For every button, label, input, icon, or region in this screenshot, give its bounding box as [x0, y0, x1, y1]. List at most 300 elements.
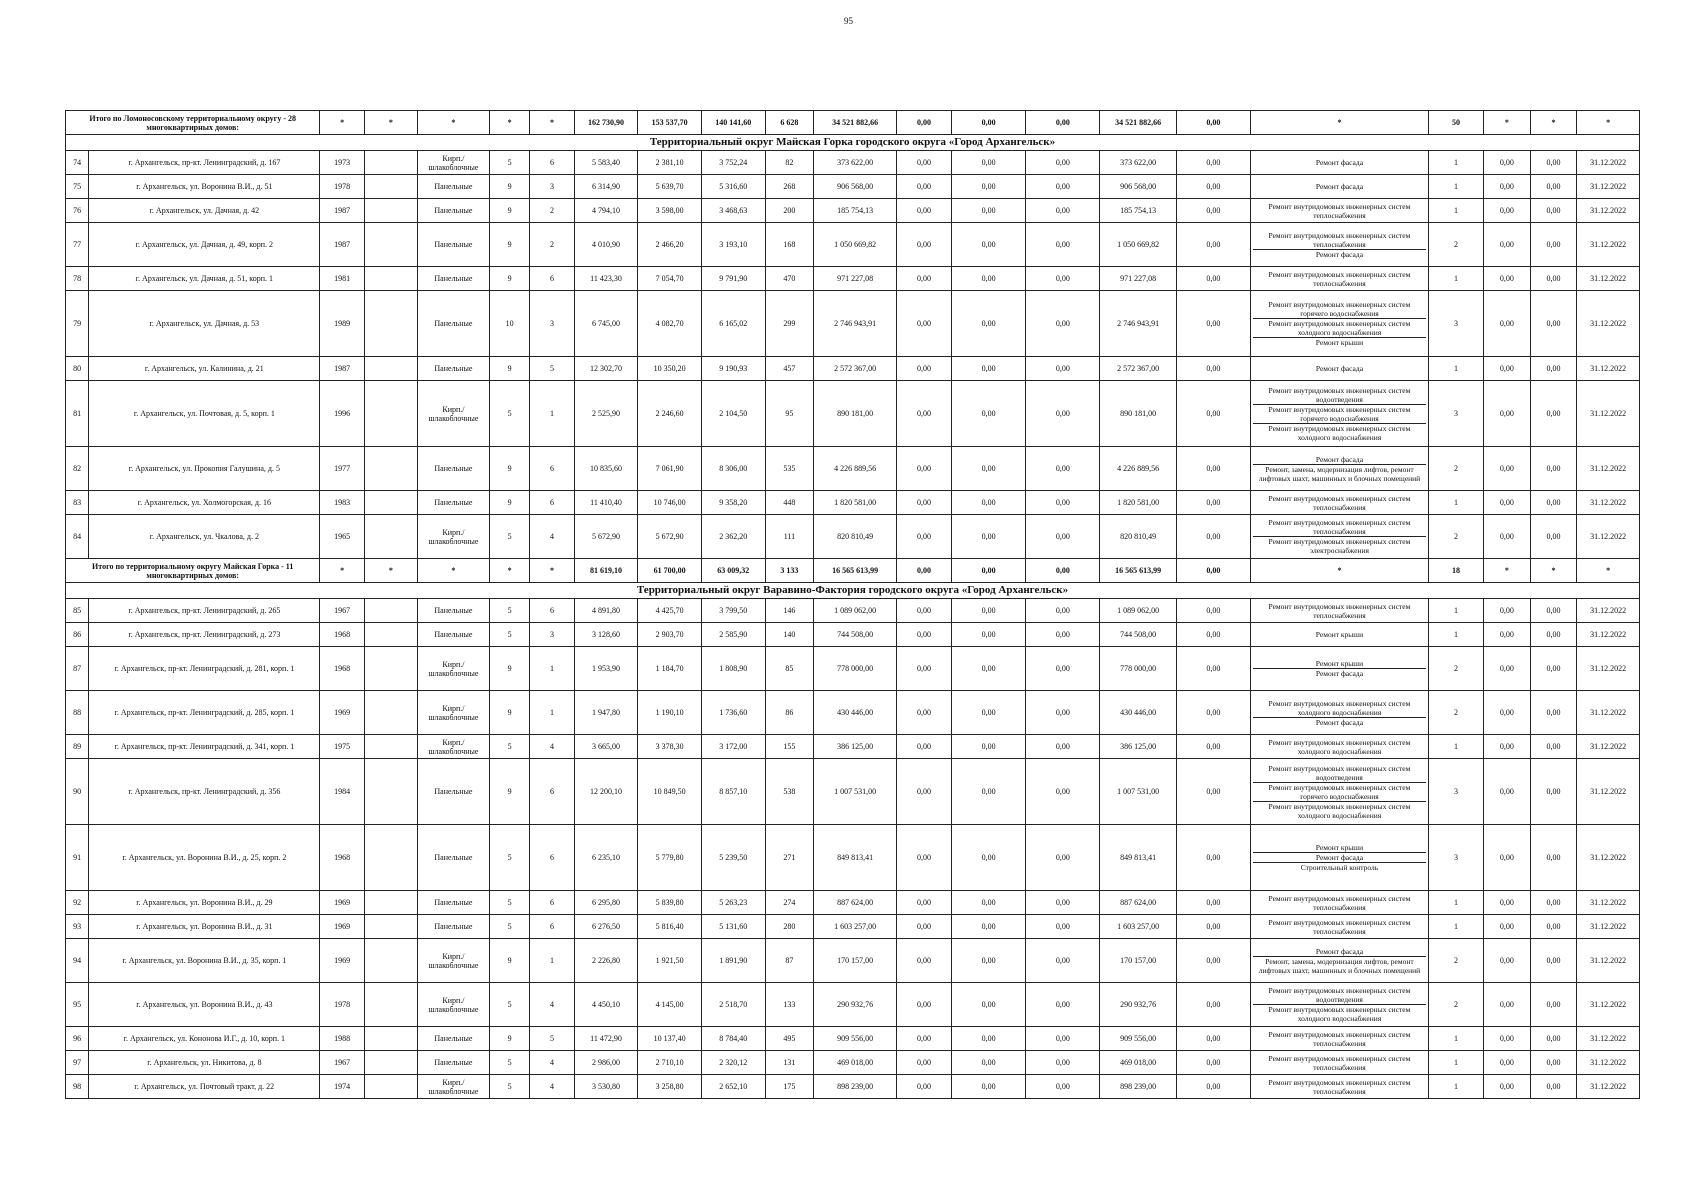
max-cost-cell: 0,00: [1530, 357, 1577, 381]
living-area-cell: 3 258,80: [638, 1075, 702, 1099]
table-row: [66, 1027, 1640, 1051]
residential-area-cell: 8 306,00: [701, 447, 765, 491]
commission-year-cell: [364, 515, 417, 559]
max-cost-cell: 0,00: [1530, 647, 1577, 691]
deadline-cell: 31.12.2022: [1577, 983, 1640, 1027]
fund-share-cell: 0,00: [896, 357, 951, 381]
living-area-cell: 5 779,80: [638, 825, 702, 891]
floors-cell: 9: [489, 691, 529, 735]
deadline-cell: 31.12.2022: [1577, 623, 1640, 647]
commission-year-cell: [364, 491, 417, 515]
table-row: [66, 647, 1640, 691]
residential-area-cell: 9 358,20: [701, 491, 765, 515]
table-row: [66, 623, 1640, 647]
total-area-cell: 4 010,90: [574, 223, 638, 267]
other-funds-cell: 0,00: [1176, 599, 1250, 623]
works-list-cell: [1250, 199, 1428, 223]
living-area-cell: 61 700,00: [638, 559, 702, 583]
residents-cell: 155: [765, 735, 814, 759]
living-area-cell: 4 082,70: [638, 291, 702, 357]
entrances-cell: 4: [530, 1075, 575, 1099]
entrances-cell: 5: [530, 357, 575, 381]
living-area-cell: 4 145,00: [638, 983, 702, 1027]
max-cost-cell: 0,00: [1530, 915, 1577, 939]
municipal-budget-cell: 0,00: [1026, 647, 1100, 691]
row-number-cell: 79: [66, 291, 89, 357]
address-cell: г. Архангельск, пр-кт. Ленинградский, д. 281, корп. 1: [89, 647, 320, 691]
owners-funds-cell: 430 446,00: [1100, 691, 1176, 735]
row-number-cell: 93: [66, 915, 89, 939]
fund-share-cell: 0,00: [896, 223, 951, 267]
fund-share-cell: 0,00: [896, 983, 951, 1027]
residents-cell: 495: [765, 1027, 814, 1051]
table-row: [66, 915, 1640, 939]
work-item: Ремонт фасада: [1315, 364, 1364, 373]
fund-share-cell: 0,00: [896, 825, 951, 891]
entrances-cell: 4: [530, 735, 575, 759]
wall-material-cell: Кирп./ шлакоблочные: [417, 939, 489, 983]
year-cell: 1978: [320, 983, 365, 1027]
fund-share-cell: 0,00: [896, 559, 951, 583]
residential-area-cell: 3 752,24: [701, 151, 765, 175]
address-cell: г. Архангельск, ул. Почтовая, д. 5, корп. 1: [89, 381, 320, 447]
row-number-cell: 87: [66, 647, 89, 691]
table-row: [66, 175, 1640, 199]
specific-cost-cell: 0,00: [1484, 1075, 1531, 1099]
commission-year-cell: [364, 1051, 417, 1075]
fund-share-cell: 0,00: [896, 491, 951, 515]
total-area-cell: 6 314,90: [574, 175, 638, 199]
row-number-cell: 81: [66, 381, 89, 447]
owners-funds-cell: 1 007 531,00: [1100, 759, 1176, 825]
total-cost-cell: 469 018,00: [814, 1051, 897, 1075]
year-cell: 1981: [320, 267, 365, 291]
row-number-cell: 85: [66, 599, 89, 623]
floors-cell: 5: [489, 1075, 529, 1099]
work-item: Ремонт внутридомовых инженерных систем горячего водоснабжения: [1253, 405, 1426, 424]
year-cell: 1968: [320, 647, 365, 691]
regional-budget-cell: 0,00: [952, 447, 1026, 491]
works-count-cell: 3: [1428, 825, 1483, 891]
address-cell: г. Архангельск, ул. Никитова, д. 8: [89, 1051, 320, 1075]
table-row: [66, 151, 1640, 175]
year-cell: 1967: [320, 1051, 365, 1075]
living-area-cell: 2 466,20: [638, 223, 702, 267]
work-item: Ремонт фасада: [1253, 853, 1426, 863]
works-count-cell: 1: [1428, 491, 1483, 515]
residential-area-cell: 9 190,93: [701, 357, 765, 381]
owners-funds-cell: 820 810,49: [1100, 515, 1176, 559]
max-cost-cell: 0,00: [1530, 891, 1577, 915]
floors-cell: 9: [489, 357, 529, 381]
deadline-cell: 31.12.2022: [1577, 1027, 1640, 1051]
regional-budget-cell: 0,00: [952, 515, 1026, 559]
wall-material-cell: Панельные: [417, 291, 489, 357]
total-cost-cell: 1 603 257,00: [814, 915, 897, 939]
regional-budget-cell: 0,00: [952, 381, 1026, 447]
residents-cell: 131: [765, 1051, 814, 1075]
commission-year-cell: [364, 915, 417, 939]
floors-cell: 9: [489, 1027, 529, 1051]
deadline-cell: 31.12.2022: [1577, 915, 1640, 939]
works-list-cell: [1250, 223, 1428, 267]
work-item: Ремонт внутридомовых инженерных систем холодного водоснабжения: [1253, 699, 1426, 718]
owners-funds-cell: 890 181,00: [1100, 381, 1176, 447]
row-number-cell: 78: [66, 267, 89, 291]
specific-cost-cell: 0,00: [1484, 735, 1531, 759]
total-area-cell: 2 226,80: [574, 939, 638, 983]
works-count-cell: 1: [1428, 891, 1483, 915]
work-item: Ремонт внутридомовых инженерных систем электроснабжения: [1268, 537, 1411, 555]
max-cost-cell: 0,00: [1530, 151, 1577, 175]
max-cost-cell: 0,00: [1530, 1051, 1577, 1075]
specific-cost-cell: 0,00: [1484, 623, 1531, 647]
municipal-budget-cell: 0,00: [1026, 1027, 1100, 1051]
address-cell: г. Архангельск, ул. Воронина В.И., д. 29: [89, 891, 320, 915]
max-cost-cell: 0,00: [1530, 691, 1577, 735]
fund-share-cell: 0,00: [896, 291, 951, 357]
fund-share-cell: 0,00: [896, 175, 951, 199]
living-area-cell: 5 639,70: [638, 175, 702, 199]
other-funds-cell: 0,00: [1176, 1051, 1250, 1075]
specific-cost-cell: 0,00: [1484, 1051, 1531, 1075]
table-row: [66, 515, 1640, 559]
works-list-cell: [1250, 381, 1428, 447]
works-list-cell: *: [1250, 111, 1428, 135]
wall-material-cell: Панельные: [417, 623, 489, 647]
year-cell: 1977: [320, 447, 365, 491]
table-row: [66, 1051, 1640, 1075]
wall-material-cell: Кирп./ шлакоблочные: [417, 1075, 489, 1099]
specific-cost-cell: 0,00: [1484, 915, 1531, 939]
other-funds-cell: 0,00: [1176, 647, 1250, 691]
works-list-cell: [1250, 151, 1428, 175]
municipal-budget-cell: 0,00: [1026, 891, 1100, 915]
works-count-cell: 1: [1428, 599, 1483, 623]
deadline-cell: 31.12.2022: [1577, 691, 1640, 735]
deadline-cell: 31.12.2022: [1577, 1075, 1640, 1099]
entrances-cell: 6: [530, 599, 575, 623]
entrances-cell: 1: [530, 691, 575, 735]
deadline-cell: 31.12.2022: [1577, 491, 1640, 515]
work-item: Ремонт внутридомовых инженерных систем холодного водоснабжения: [1268, 801, 1411, 820]
owners-funds-cell: 849 813,41: [1100, 825, 1176, 891]
table-row: [66, 599, 1640, 623]
total-cost-cell: 4 226 889,56: [814, 447, 897, 491]
wall-material-cell: Панельные: [417, 891, 489, 915]
fund-share-cell: 0,00: [896, 691, 951, 735]
works-list-cell: [1250, 291, 1428, 357]
fund-share-cell: 0,00: [896, 1027, 951, 1051]
commission-year-cell: [364, 939, 417, 983]
wall-material-cell: Панельные: [417, 267, 489, 291]
wall-material-cell: Панельные: [417, 1027, 489, 1051]
floors-cell: 5: [489, 151, 529, 175]
table-row: [66, 199, 1640, 223]
residential-area-cell: 5 131,60: [701, 915, 765, 939]
regional-budget-cell: 0,00: [952, 267, 1026, 291]
owners-funds-cell: 469 018,00: [1100, 1051, 1176, 1075]
other-funds-cell: 0,00: [1176, 915, 1250, 939]
residents-cell: 538: [765, 759, 814, 825]
residential-area-cell: 6 165,02: [701, 291, 765, 357]
municipal-budget-cell: 0,00: [1026, 599, 1100, 623]
entrances-cell: 6: [530, 759, 575, 825]
wall-material-cell: Панельные: [417, 491, 489, 515]
max-cost-cell: 0,00: [1530, 1027, 1577, 1051]
entrances-cell: *: [530, 559, 575, 583]
owners-funds-cell: 170 157,00: [1100, 939, 1176, 983]
year-cell: 1975: [320, 735, 365, 759]
owners-funds-cell: 898 239,00: [1100, 1075, 1176, 1099]
max-cost-cell: 0,00: [1530, 447, 1577, 491]
owners-funds-cell: 1 820 581,00: [1100, 491, 1176, 515]
total-cost-cell: 887 624,00: [814, 891, 897, 915]
residents-cell: 82: [765, 151, 814, 175]
regional-budget-cell: 0,00: [952, 111, 1026, 135]
works-count-cell: 1: [1428, 915, 1483, 939]
commission-year-cell: [364, 291, 417, 357]
residential-area-cell: 2 652,10: [701, 1075, 765, 1099]
other-funds-cell: 0,00: [1176, 1027, 1250, 1051]
total-area-cell: 1 953,90: [574, 647, 638, 691]
municipal-budget-cell: 0,00: [1026, 939, 1100, 983]
floors-cell: 5: [489, 381, 529, 447]
total-cost-cell: 1 050 669,82: [814, 223, 897, 267]
regional-budget-cell: 0,00: [952, 559, 1026, 583]
total-area-cell: 11 472,90: [574, 1027, 638, 1051]
max-cost-cell: 0,00: [1530, 175, 1577, 199]
address-cell: г. Архангельск, ул. Воронина В.И., д. 51: [89, 175, 320, 199]
year-cell: 1983: [320, 491, 365, 515]
work-item: Ремонт внутридомовых инженерных систем водоотведения: [1253, 386, 1426, 405]
fund-share-cell: 0,00: [896, 647, 951, 691]
floors-cell: 5: [489, 915, 529, 939]
table-row: [66, 491, 1640, 515]
residents-cell: 111: [765, 515, 814, 559]
year-cell: 1969: [320, 939, 365, 983]
total-area-cell: 3 665,00: [574, 735, 638, 759]
total-area-cell: 6 235,10: [574, 825, 638, 891]
deadline-cell: *: [1577, 111, 1640, 135]
work-item: Ремонт, замена, модернизация лифтов, ремонт лифтовых шахт, машинных и блочных помещений: [1258, 956, 1421, 975]
residential-area-cell: 1 808,90: [701, 647, 765, 691]
address-cell: г. Архангельск, ул. Дачная, д. 49, корп. 2: [89, 223, 320, 267]
work-item: Ремонт внутридомовых инженерных систем холодного водоснабжения: [1268, 423, 1411, 442]
municipal-budget-cell: 0,00: [1026, 1075, 1100, 1099]
municipal-budget-cell: 0,00: [1026, 357, 1100, 381]
year-cell: 1996: [320, 381, 365, 447]
works-count-cell: 2: [1428, 939, 1483, 983]
section-title: Территориальный округ Варавино-Фактория городского округа «Город Архангельск»: [66, 583, 1640, 599]
works-list-cell: [1250, 599, 1428, 623]
fund-share-cell: 0,00: [896, 623, 951, 647]
specific-cost-cell: 0,00: [1484, 691, 1531, 735]
wall-material-cell: Кирп./ шлакоблочные: [417, 515, 489, 559]
wall-material-cell: Панельные: [417, 357, 489, 381]
work-item: Ремонт внутридомовых инженерных систем теплоснабжения: [1268, 917, 1411, 936]
deadline-cell: 31.12.2022: [1577, 267, 1640, 291]
work-item: Ремонт фасада: [1315, 669, 1364, 678]
municipal-budget-cell: 0,00: [1026, 223, 1100, 267]
entrances-cell: 3: [530, 623, 575, 647]
works-count-cell: 1: [1428, 735, 1483, 759]
work-item: Ремонт внутридомовых инженерных систем теплоснабжения: [1268, 1029, 1411, 1048]
commission-year-cell: [364, 1027, 417, 1051]
total-area-cell: 6 276,50: [574, 915, 638, 939]
living-area-cell: 2 381,10: [638, 151, 702, 175]
regional-budget-cell: 0,00: [952, 491, 1026, 515]
row-number-cell: 74: [66, 151, 89, 175]
living-area-cell: 4 425,70: [638, 599, 702, 623]
works-list-cell: [1250, 515, 1428, 559]
owners-funds-cell: 185 754,13: [1100, 199, 1176, 223]
commission-year-cell: [364, 357, 417, 381]
residents-cell: 146: [765, 599, 814, 623]
fund-share-cell: 0,00: [896, 759, 951, 825]
district-total-row: [66, 111, 1640, 135]
row-number-cell: 80: [66, 357, 89, 381]
other-funds-cell: 0,00: [1176, 825, 1250, 891]
commission-year-cell: [364, 223, 417, 267]
municipal-budget-cell: 0,00: [1026, 267, 1100, 291]
deadline-cell: 31.12.2022: [1577, 447, 1640, 491]
works-list-cell: [1250, 983, 1428, 1027]
residents-cell: 87: [765, 939, 814, 983]
other-funds-cell: 0,00: [1176, 151, 1250, 175]
works-list-cell: [1250, 915, 1428, 939]
other-funds-cell: 0,00: [1176, 691, 1250, 735]
works-count-cell: 1: [1428, 151, 1483, 175]
address-cell: г. Архангельск, ул. Воронина В.И., д. 31: [89, 915, 320, 939]
row-number-cell: 84: [66, 515, 89, 559]
max-cost-cell: 0,00: [1530, 515, 1577, 559]
residential-area-cell: 3 172,00: [701, 735, 765, 759]
works-list-cell: [1250, 691, 1428, 735]
total-label: Итого по территориальному округу Майская Горка - 11 многоквартирных домов:: [66, 559, 320, 583]
max-cost-cell: 0,00: [1530, 381, 1577, 447]
commission-year-cell: [364, 199, 417, 223]
residents-cell: 268: [765, 175, 814, 199]
living-area-cell: 2 710,10: [638, 1051, 702, 1075]
specific-cost-cell: 0,00: [1484, 891, 1531, 915]
work-item: Ремонт крыши: [1253, 659, 1426, 669]
wall-material-cell: Панельные: [417, 199, 489, 223]
regional-budget-cell: 0,00: [952, 357, 1026, 381]
specific-cost-cell: 0,00: [1484, 825, 1531, 891]
fund-share-cell: 0,00: [896, 381, 951, 447]
row-number-cell: 76: [66, 199, 89, 223]
wall-material-cell: Кирп./ шлакоблочные: [417, 647, 489, 691]
table-row: [66, 825, 1640, 891]
regional-budget-cell: 0,00: [952, 223, 1026, 267]
wall-material-cell: Панельные: [417, 599, 489, 623]
table-row: [66, 735, 1640, 759]
specific-cost-cell: 0,00: [1484, 599, 1531, 623]
works-list-cell: [1250, 267, 1428, 291]
residential-area-cell: 3 468,63: [701, 199, 765, 223]
total-area-cell: 4 450,10: [574, 983, 638, 1027]
work-item: Ремонт фасада: [1253, 455, 1426, 465]
address-cell: г. Архангельск, ул. Чкалова, д. 2: [89, 515, 320, 559]
works-count-cell: 1: [1428, 175, 1483, 199]
year-cell: 1987: [320, 223, 365, 267]
address-cell: г. Архангельск, ул. Кононова И.Г., д. 10, корп. 1: [89, 1027, 320, 1051]
work-item: Ремонт фасада: [1315, 182, 1364, 191]
works-list-cell: *: [1250, 559, 1428, 583]
owners-funds-cell: 4 226 889,56: [1100, 447, 1176, 491]
owners-funds-cell: 971 227,08: [1100, 267, 1176, 291]
commission-year-cell: [364, 381, 417, 447]
other-funds-cell: 0,00: [1176, 939, 1250, 983]
deadline-cell: 31.12.2022: [1577, 759, 1640, 825]
owners-funds-cell: 290 932,76: [1100, 983, 1176, 1027]
works-count-cell: 1: [1428, 1027, 1483, 1051]
residential-area-cell: 1 736,60: [701, 691, 765, 735]
year-cell: 1989: [320, 291, 365, 357]
district-total-row: [66, 559, 1640, 583]
works-count-cell: 3: [1428, 759, 1483, 825]
regional-budget-cell: 0,00: [952, 291, 1026, 357]
table-row: [66, 357, 1640, 381]
year-cell: 1984: [320, 759, 365, 825]
owners-funds-cell: 744 508,00: [1100, 623, 1176, 647]
year-cell: 1969: [320, 891, 365, 915]
deadline-cell: 31.12.2022: [1577, 151, 1640, 175]
living-area-cell: 1 184,70: [638, 647, 702, 691]
total-cost-cell: 2 746 943,91: [814, 291, 897, 357]
floors-cell: 9: [489, 759, 529, 825]
total-area-cell: 162 730,90: [574, 111, 638, 135]
row-number-cell: 97: [66, 1051, 89, 1075]
residents-cell: 3 133: [765, 559, 814, 583]
residential-area-cell: 5 316,60: [701, 175, 765, 199]
municipal-budget-cell: 0,00: [1026, 447, 1100, 491]
work-item: Ремонт внутридомовых инженерных систем холодного водоснабжения: [1268, 737, 1411, 756]
row-number-cell: 95: [66, 983, 89, 1027]
total-area-cell: 6 745,00: [574, 291, 638, 357]
row-number-cell: 86: [66, 623, 89, 647]
owners-funds-cell: 386 125,00: [1100, 735, 1176, 759]
residential-area-cell: 3 193,10: [701, 223, 765, 267]
work-item: Ремонт внутридомовых инженерных систем теплоснабжения: [1268, 201, 1411, 220]
total-label: Итого по Ломоносовскому территориальному округу - 28 многоквартирных домов:: [66, 111, 320, 135]
entrances-cell: 2: [530, 223, 575, 267]
address-cell: г. Архангельск, пр-кт. Ленинградский, д. 341, корп. 1: [89, 735, 320, 759]
commission-year-cell: [364, 983, 417, 1027]
works-list-cell: [1250, 1051, 1428, 1075]
wall-material-cell: Панельные: [417, 825, 489, 891]
floors-cell: 5: [489, 1051, 529, 1075]
floors-cell: 5: [489, 515, 529, 559]
commission-year-cell: [364, 691, 417, 735]
specific-cost-cell: 0,00: [1484, 291, 1531, 357]
work-item: Ремонт внутридомовых инженерных систем водоотведения: [1253, 986, 1426, 1005]
total-cost-cell: 1 007 531,00: [814, 759, 897, 825]
deadline-cell: 31.12.2022: [1577, 891, 1640, 915]
deadline-cell: 31.12.2022: [1577, 381, 1640, 447]
other-funds-cell: 0,00: [1176, 491, 1250, 515]
works-list-cell: [1250, 623, 1428, 647]
total-area-cell: 1 947,80: [574, 691, 638, 735]
entrances-cell: 5: [530, 1027, 575, 1051]
floors-cell: 9: [489, 647, 529, 691]
specific-cost-cell: *: [1484, 559, 1531, 583]
wall-material-cell: Кирп./ шлакоблочные: [417, 151, 489, 175]
table-row: [66, 691, 1640, 735]
fund-share-cell: 0,00: [896, 199, 951, 223]
fund-share-cell: 0,00: [896, 1075, 951, 1099]
